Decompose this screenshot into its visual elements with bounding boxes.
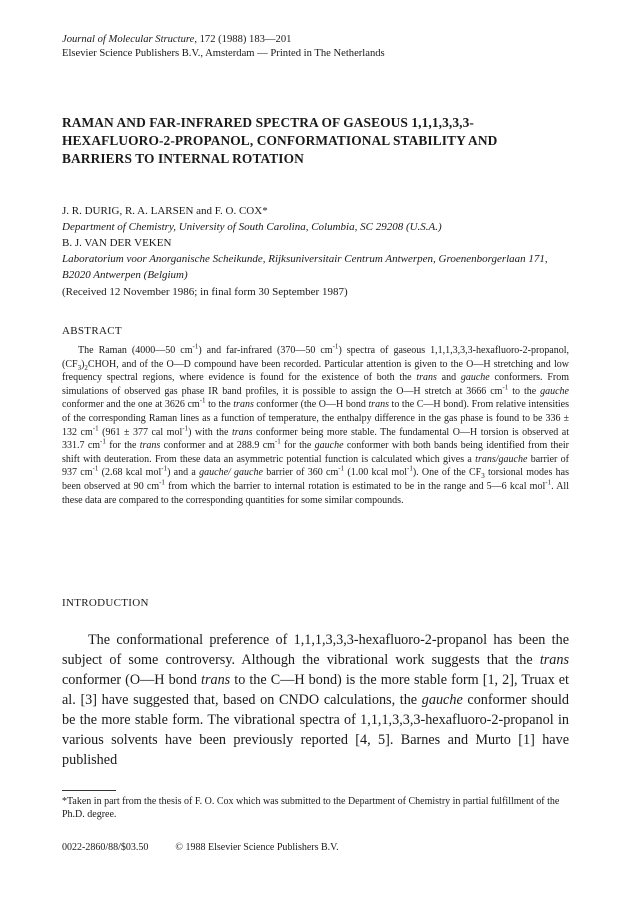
footnote-text: *Taken in part from the thesis of F. O. Cox which was submitted to the Department of Chemistry in partial fulfillment of the Ph.D. degree. xyxy=(62,796,560,821)
journal-citation: , 172 (1988) 183—201 xyxy=(194,34,292,45)
footnote xyxy=(62,795,569,822)
authors-secondary: B. J. VAN DER VEKEN xyxy=(62,237,172,249)
journal-header xyxy=(62,33,569,61)
issn-price-code: 0022-2860/88/$03.50 xyxy=(62,842,149,853)
abstract-body xyxy=(62,344,569,507)
affiliation-secondary: Laboratorium voor Anorganische Scheikunde, Rijksuniversitair Centrum Antwerpen, Groenenborgerlaan 171, B2020 Antwerpen (Belgium) xyxy=(62,253,548,281)
affiliation-primary: Department of Chemistry, University of South Carolina, Columbia, SC 29208 (U.S.A.) xyxy=(62,221,442,233)
abstract-heading: ABSTRACT xyxy=(62,325,122,337)
introduction-paragraph: The conformational preference of 1,1,1,3,3,3-hexafluoro-2-propanol has been the subject of some controversy. Although the vibrational work suggests that the trans conformer (O—H bond trans to the C—H bond) is the more stable form [1, 2], Truax et al. [3] have suggested that, based on CNDO calculations, the gauche conformer should be the more stable form. The vibrational spectra of 1,1,1,3,3,3-hexafluoro-2-propanol in various solvents have been previously reported [4, 5]. Barnes and Murto [1] have published xyxy=(62,632,569,768)
abstract-paragraph: The Raman (4000—50 $cm^{-1}$) and far-infrared (370—50 $cm^{-1}$) spectra of gaseous 1,1,1,3,3,3-hexafluoro-2-propanol, $(CF_3)_2CHOH$, and of the O—D compound have been recorded. Particular attention is given to the O—H stretching and low frequency spectral regions, where evidence is found for the existence of both the trans and gauche conformers. From simulations of observed gas phase IR band profiles, it is possible to assign the O—H stretch at 3666 $cm^{-1}$ to the gauche conformer and the one at 3626 $cm^{-1}$ to the trans conformer (the O—H bond trans to the C—H bond). From relative intensities of the corresponding Raman lines as a function of temperature, the enthalpy difference in the gas phase is found to be 336 ± 132 $cm^{-1}$ (961 ± 377 cal mol$^{-1}$) with the trans conformer being more stable. The fundamental O—H torsion is observed at 331.7 $cm^{-1}$ for the trans conformer and at 288.9 $cm^{-1}$ for the gauche conformer with both bands being identified from their shift with deuteration. From these data an asymmetric potential function is calculated which gives a trans/gauche barrier of 937 $cm^{-1}$ (2.68 kcal mol$^{-1}$) and a gauche/ gauche barrier of 360 $cm^{-1}$ (1.00 kcal mol$^{-1}$). One of the $CF_3$ torsional modes has been observed at 90 $cm^{-1}$ from which the barrier to internal rotation is estimated to be in the range and 5—6 kcal mol$^{-1}$. All these data are compared to the corresponding quantities for some similar compounds. xyxy=(62,342,570,506)
footnote-rule xyxy=(62,790,116,791)
copyright-notice: © 1988 Elsevier Science Publishers B.V. xyxy=(175,842,339,853)
article-title: RAMAN AND FAR-INFRARED SPECTRA OF GASEOUS 1,1,1,3,3,3-HEXAFLUORO-2-PROPANOL, CONFORMATIONAL STABILITY AND BARRIERS TO INTERNAL ROTATION xyxy=(62,115,498,166)
publisher-line: Elsevier Science Publishers B.V., Amsterdam — Printed in The Netherlands xyxy=(62,48,385,59)
introduction-body xyxy=(62,630,569,770)
bottom-line xyxy=(62,841,569,854)
authors-primary: J. R. DURIG, R. A. LARSEN and F. O. COX* xyxy=(62,205,268,217)
journal-name: Journal of Molecular Structure xyxy=(62,34,195,45)
introduction-heading: INTRODUCTION xyxy=(62,597,149,609)
received-dates: (Received 12 November 1986; in final form 30 September 1987) xyxy=(62,286,348,298)
